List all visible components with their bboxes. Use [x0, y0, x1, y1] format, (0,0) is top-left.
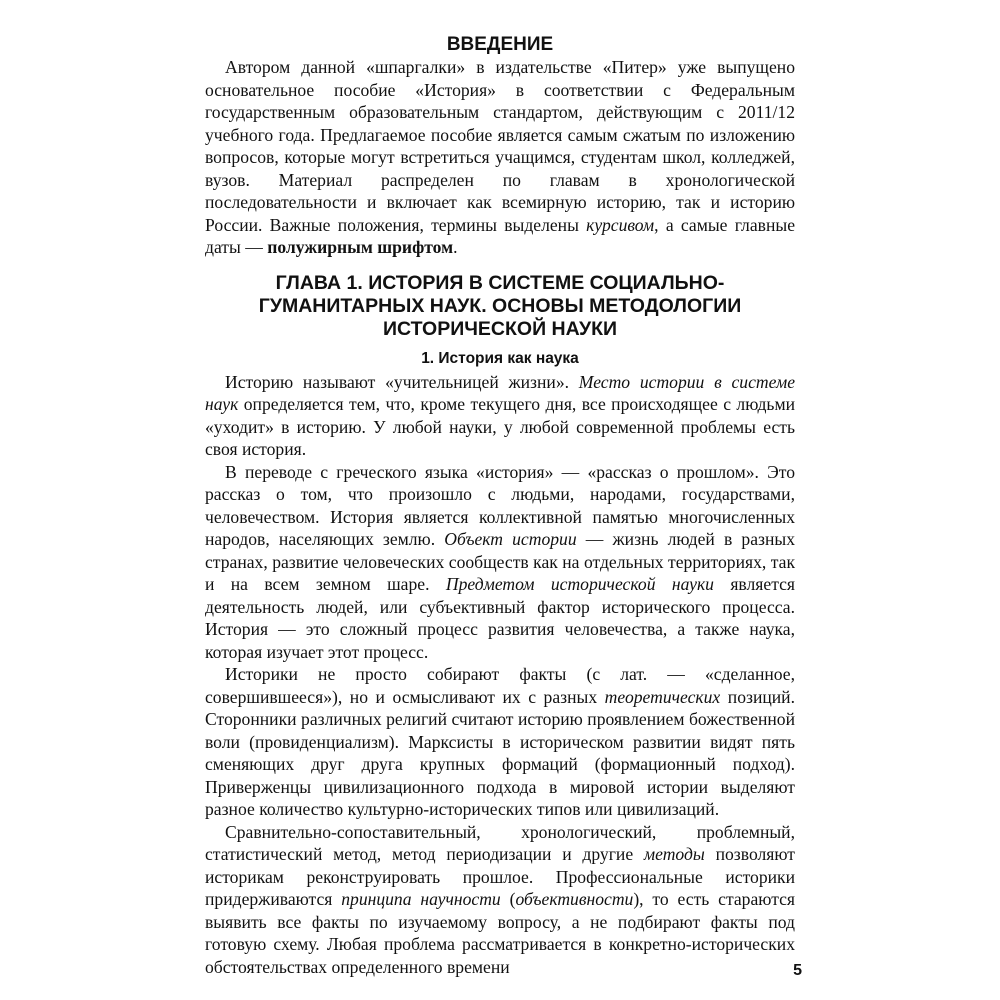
page-number: 5 [793, 962, 802, 979]
text-run: , а самые главные даты — [205, 214, 795, 257]
italic-term: методы [643, 844, 705, 864]
text-column [205, 34, 795, 978]
chapter-title [205, 272, 795, 341]
bold-text: полужирным шрифтом [267, 237, 454, 257]
italic-term: принципа научности [341, 889, 501, 909]
italic-term: теоретических [604, 686, 721, 707]
chapter-title-line-1: ГЛАВА 1. ИСТОРИЯ В СИСТЕМЕ СОЦИАЛЬНО- [275, 271, 725, 294]
intro-paragraph [205, 56, 795, 259]
body-paragraph-2 [205, 461, 795, 664]
text-run: определяется тем, что, кроме текущего дня, все происходящее с людьми «уходит» в историю. У любой науки, у любой современной проблемы есть своя история. [205, 394, 795, 459]
chapter-title-line-2: ГУМАНИТАРНЫХ НАУК. ОСНОВЫ МЕТОДОЛОГИИ [258, 294, 742, 317]
text-run: Историю называют «учительницей жизни». [225, 371, 579, 392]
text-run: позволяют историкам реконструировать прошлое. Профессиональные историки придерживаются [205, 844, 795, 909]
italic-term: Место истории в системе наук [205, 371, 796, 414]
italic-term: Предметом исторической науки [445, 574, 714, 594]
text-run: ), то есть стараются выявить все факты по изучаемому вопросу, а не подбирают факты под готовую схему. Любая проблема рассматривается в конкретно-исторических обстоятельствах определенного времени [205, 889, 795, 977]
text-run: . [453, 237, 458, 257]
text-run: ( [500, 889, 516, 909]
italic-term: курсивом [586, 214, 655, 235]
body-paragraph-3 [205, 663, 795, 821]
chapter-title-line-3: ИСТОРИЧЕСКОЙ НАУКИ [383, 317, 617, 340]
text-run: является деятельность людей, или субъективный фактор исторического процесса. История — это сложный процесс развития человечества, а также наука, которая изучает этот процесс. [205, 574, 795, 662]
text-run: Историки не просто собирают факты (с лат. — «сделанное, совершившееся»), но и осмысливают их с разных [205, 664, 795, 707]
text-run: В переводе с греческого языка «история» — «рассказ о прошлом». Это рассказ о том, что произошло с людьми, народами, государствами, человечеством. История является коллективной памятью многочисленных народов, населяющих землю. [205, 461, 795, 549]
italic-term: объективности [515, 889, 634, 909]
section-title: 1. История как наука [421, 349, 579, 367]
text-run: — жизнь людей в разных странах, развитие человеческих сообществ как на отдельных территориях, так и на всем земном шаре. [205, 529, 795, 594]
italic-term: Объект истории [444, 529, 577, 549]
text-run: Автором данной «шпаргалки» в издательстве «Питер» уже выпущено основательное пособие «История» в соответствии с Федеральным государственным образовательным стандартом, действующим с 2011/12 учебного года. Предлагаемое пособие является самым сжатым по изложению вопросов, которые могут встретиться учащимся, студентам школ, колледжей, вузов. Материал распределен по главам в хронологической последовательности и включает как всемирную историю, так и историю России. Важные положения, термины выделены [205, 57, 795, 235]
text-run: Сравнительно-сопоставительный, хронологический, проблемный, статистический метод, метод периодизации и другие [205, 821, 795, 864]
intro-title: ВВЕДЕНИЕ [446, 34, 554, 55]
text-run: позиций. Сторонники различных религий считают историю проявлением божественной воли (провиденциализм). Марксисты в историческом развитии видят пять сменяющих друг друга крупных формаций (формационный подход). Приверженцы цивилизационного подхода в мировой истории выделяют разное количество культурно-исторических типов или цивилизаций. [205, 686, 795, 819]
body-paragraph-4 [205, 821, 795, 979]
body-paragraph-1 [205, 371, 795, 461]
